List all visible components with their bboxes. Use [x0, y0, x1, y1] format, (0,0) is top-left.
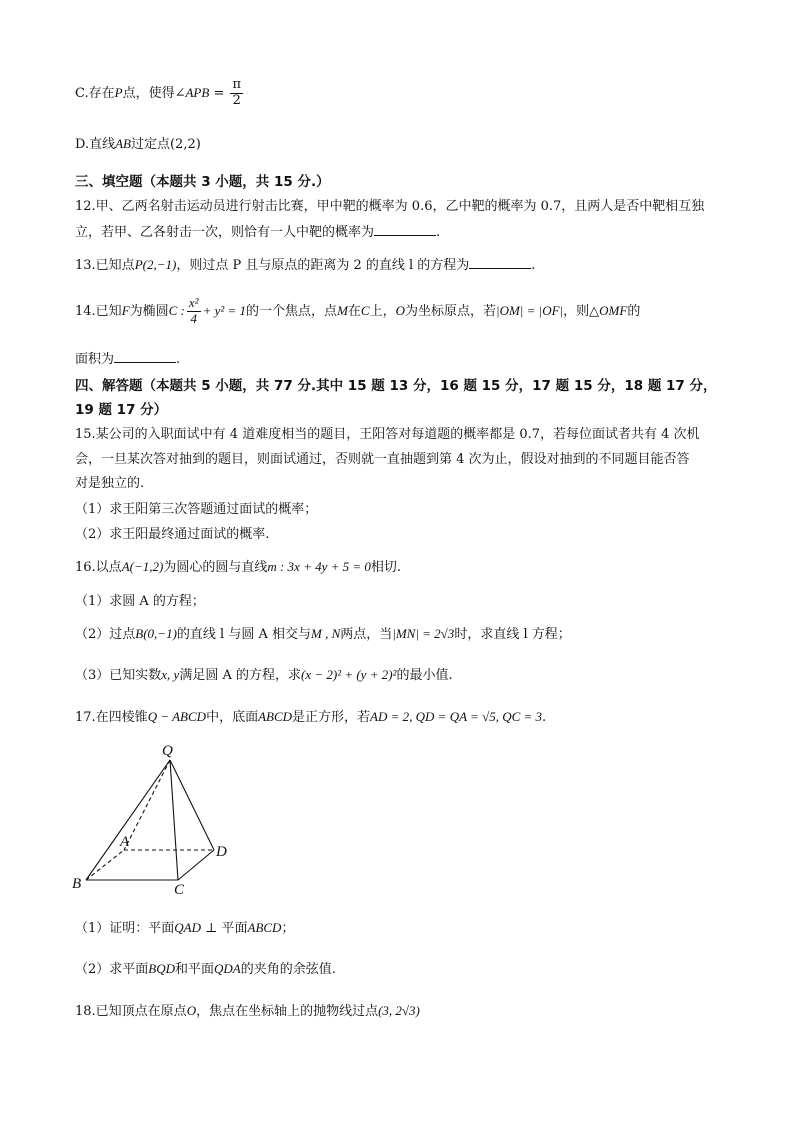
q14-text-b: 为椭圆	[129, 303, 169, 319]
q14-text-e: 的一个焦点，点	[246, 303, 338, 319]
q14-text-i: ，则△	[563, 303, 600, 319]
frac-den: 2	[232, 92, 241, 108]
option-c	[75, 78, 245, 109]
option-c-text: C.存在	[75, 85, 115, 101]
q16-s2-text-c: 两点，当	[340, 627, 393, 642]
section-4-heading-l2: 19 题 17 分）	[75, 402, 168, 418]
q12-text: 立，若甲、乙各射击一次，则恰有一人中靶的概率为	[75, 225, 375, 240]
q13-text-b: ，则过点 P 且与原点的距离为 2 的直线 l 的方程为	[176, 258, 470, 273]
q17-pyramid: Q − ABCD	[147, 709, 207, 724]
q16-mn: M , N	[310, 626, 341, 641]
q14-ellipse-rest: + y² = 1	[202, 302, 247, 318]
q16-point-a: A(−1,2)	[121, 559, 164, 574]
q15-line1: 15.某公司的入职面试中有 4 道难度相当的题目，王阳答对每道题的概率都是 0.7，若每位面试者共有 4 次机	[75, 427, 700, 442]
q17-s2-text-a: （2）求平面	[75, 962, 149, 977]
q17-base: ABCD	[258, 709, 293, 724]
option-c-mid: 点，使得∠	[122, 85, 186, 101]
q17-lengths: AD = 2, QD = QA = √5, QC = 3	[370, 709, 543, 724]
q17-plane-abcd: ABCD	[247, 920, 282, 935]
q15-sub1: （1）求王阳第三次答题通过面试的概率；	[75, 502, 318, 517]
q16-s2-text-d: 时，求直线 l 方程；	[454, 627, 571, 642]
q12-period: .	[436, 225, 441, 240]
q16-s2-text-a: （2）过点	[75, 627, 136, 642]
q16-sub1: （1）求圆 A 的方程；	[75, 594, 205, 609]
q17-plane-bqd: BQD	[148, 961, 175, 976]
q18-stem	[75, 1000, 420, 1019]
edge-qb	[86, 760, 170, 880]
q18-text-a: 18.已知顶点在原点	[75, 1004, 187, 1019]
q13-period: .	[531, 258, 536, 273]
q17-text-b: 中，底面	[206, 710, 259, 725]
q17-period: .	[542, 710, 547, 725]
q16-s3-text-b: 满足圆 A 的方程，求	[179, 668, 301, 683]
q16-text-b: 为圆心的圆与直线	[163, 560, 268, 575]
q12-line2	[75, 221, 440, 240]
pyramid-figure	[70, 742, 240, 897]
angle-apb: APB	[185, 84, 210, 100]
q14-answer-blank	[114, 350, 176, 363]
q14-text-g: 上，	[369, 303, 396, 319]
q13-text-a: 13.已知点	[75, 258, 135, 273]
q16-expression: (x − 2)² + (y + 2)²	[300, 667, 397, 682]
q17-sub1	[75, 917, 294, 936]
q14-text-h: 为坐标原点，若	[405, 303, 497, 319]
q14-f: F	[121, 302, 130, 318]
q12-line1: 12.甲、乙两名射击运动员进行射击比赛，甲中靶的概率为 0.6，乙中靶的概率为 0.7，且两人是否中靶相互独	[75, 199, 705, 214]
frac-num: π	[232, 77, 242, 92]
q16-s2-text-b: 的直线 l 与圆 A 相交与	[176, 627, 311, 642]
q13-point: P(2,−1)	[134, 257, 177, 272]
frac-den: 4	[190, 310, 197, 326]
edge-qd	[170, 760, 214, 850]
section-3-heading: 三、填空题（本题共 3 小题，共 15 分.）	[75, 174, 330, 190]
q13	[75, 254, 535, 273]
q12-answer-blank	[374, 223, 436, 236]
edge-ba-hidden	[86, 850, 124, 880]
q18-origin: O	[186, 1003, 197, 1018]
q16-s3-text-a: （3）已知实数	[75, 668, 162, 683]
option-d	[75, 133, 201, 152]
edge-qc	[170, 760, 178, 880]
q16-text-c: 相切.	[370, 560, 402, 575]
option-d-suffix: 过定点(2,2)	[130, 137, 201, 152]
q16-stem	[75, 556, 401, 575]
q14-line1	[75, 296, 640, 327]
q14-o: O	[395, 302, 405, 318]
q16-sub3	[75, 664, 453, 683]
edge-qa-hidden	[124, 760, 170, 850]
q13-answer-blank	[469, 256, 531, 269]
q14-frac	[187, 296, 201, 327]
q16-xy: x, y	[161, 667, 180, 682]
q16-sub2	[75, 623, 571, 642]
q18-text-b: ，焦点在坐标轴上的抛物线过点	[196, 1004, 379, 1019]
q17-plane-qda: QDA	[214, 961, 241, 976]
q14-text-area: 面积为	[75, 352, 115, 367]
q17-stem	[75, 706, 546, 725]
q14-line2	[75, 348, 180, 367]
q14-omf: OMF	[599, 302, 628, 318]
q17-s2-text-c: 和平面	[175, 962, 215, 977]
q14-text-f: 在	[347, 303, 361, 319]
edge-cd	[178, 850, 214, 880]
option-d-text: D.直线	[75, 137, 116, 152]
q17-plane-qad: QAD	[174, 920, 201, 935]
q17-s1-text-a: （1）证明：平面	[75, 921, 175, 936]
q17-text-a: 17.在四棱锥	[75, 710, 148, 725]
q16-text-a: 16.以点	[75, 560, 122, 575]
q18-point: (3, 2√3)	[378, 1003, 420, 1018]
q14-text-j: 的	[627, 303, 641, 319]
q16-point-b: B(0,−1)	[135, 626, 177, 641]
point-p: P	[114, 84, 123, 100]
q15-sub2: （2）求王阳最终通过面试的概率.	[75, 527, 270, 542]
q14-c2: C	[360, 302, 370, 318]
q14-m: M	[337, 302, 348, 318]
equals: =	[209, 85, 229, 101]
label-a: A	[120, 834, 130, 850]
q17-sub2	[75, 958, 336, 977]
label-d: D	[216, 844, 227, 860]
label-b: B	[72, 876, 82, 892]
q16-mn-length: |MN| = 2√3	[392, 626, 455, 641]
q17-s1-text-c: ⊥ 平面	[201, 921, 248, 936]
q14-text-a: 14.已知	[75, 303, 122, 319]
q14-c: C :	[168, 302, 185, 318]
q16-line-m: m : 3x + 4y + 5 = 0	[267, 559, 371, 574]
frac-num: x²	[188, 295, 199, 310]
label-q: Q	[162, 743, 173, 759]
q15-line2: 会，一旦某次答对抽到的题目，则面试通过，否则就一直抽题到第 4 次为止，假设对抽到的不同题目能否答	[75, 452, 690, 467]
line-ab: AB	[115, 136, 131, 151]
q17-s2-text-e: 的夹角的余弦值.	[240, 962, 336, 977]
q17-s1-text-e: ；	[281, 921, 295, 936]
q14-abs-eq: |OM| = |OF|	[496, 302, 564, 318]
section-4-heading-l1: 四、解答题（本题共 5 小题，共 77 分.其中 15 题 13 分，16 题 15 分，17 题 15 分，18 题 17 分，	[75, 378, 717, 394]
label-c: C	[174, 882, 185, 897]
q16-s3-text-c: 的最小值.	[396, 668, 453, 683]
q14-period: .	[176, 352, 181, 367]
pi-over-2	[230, 78, 243, 109]
q15-line3: 对是独立的.	[75, 476, 145, 491]
q17-text-c: 是正方形，若	[292, 710, 371, 725]
